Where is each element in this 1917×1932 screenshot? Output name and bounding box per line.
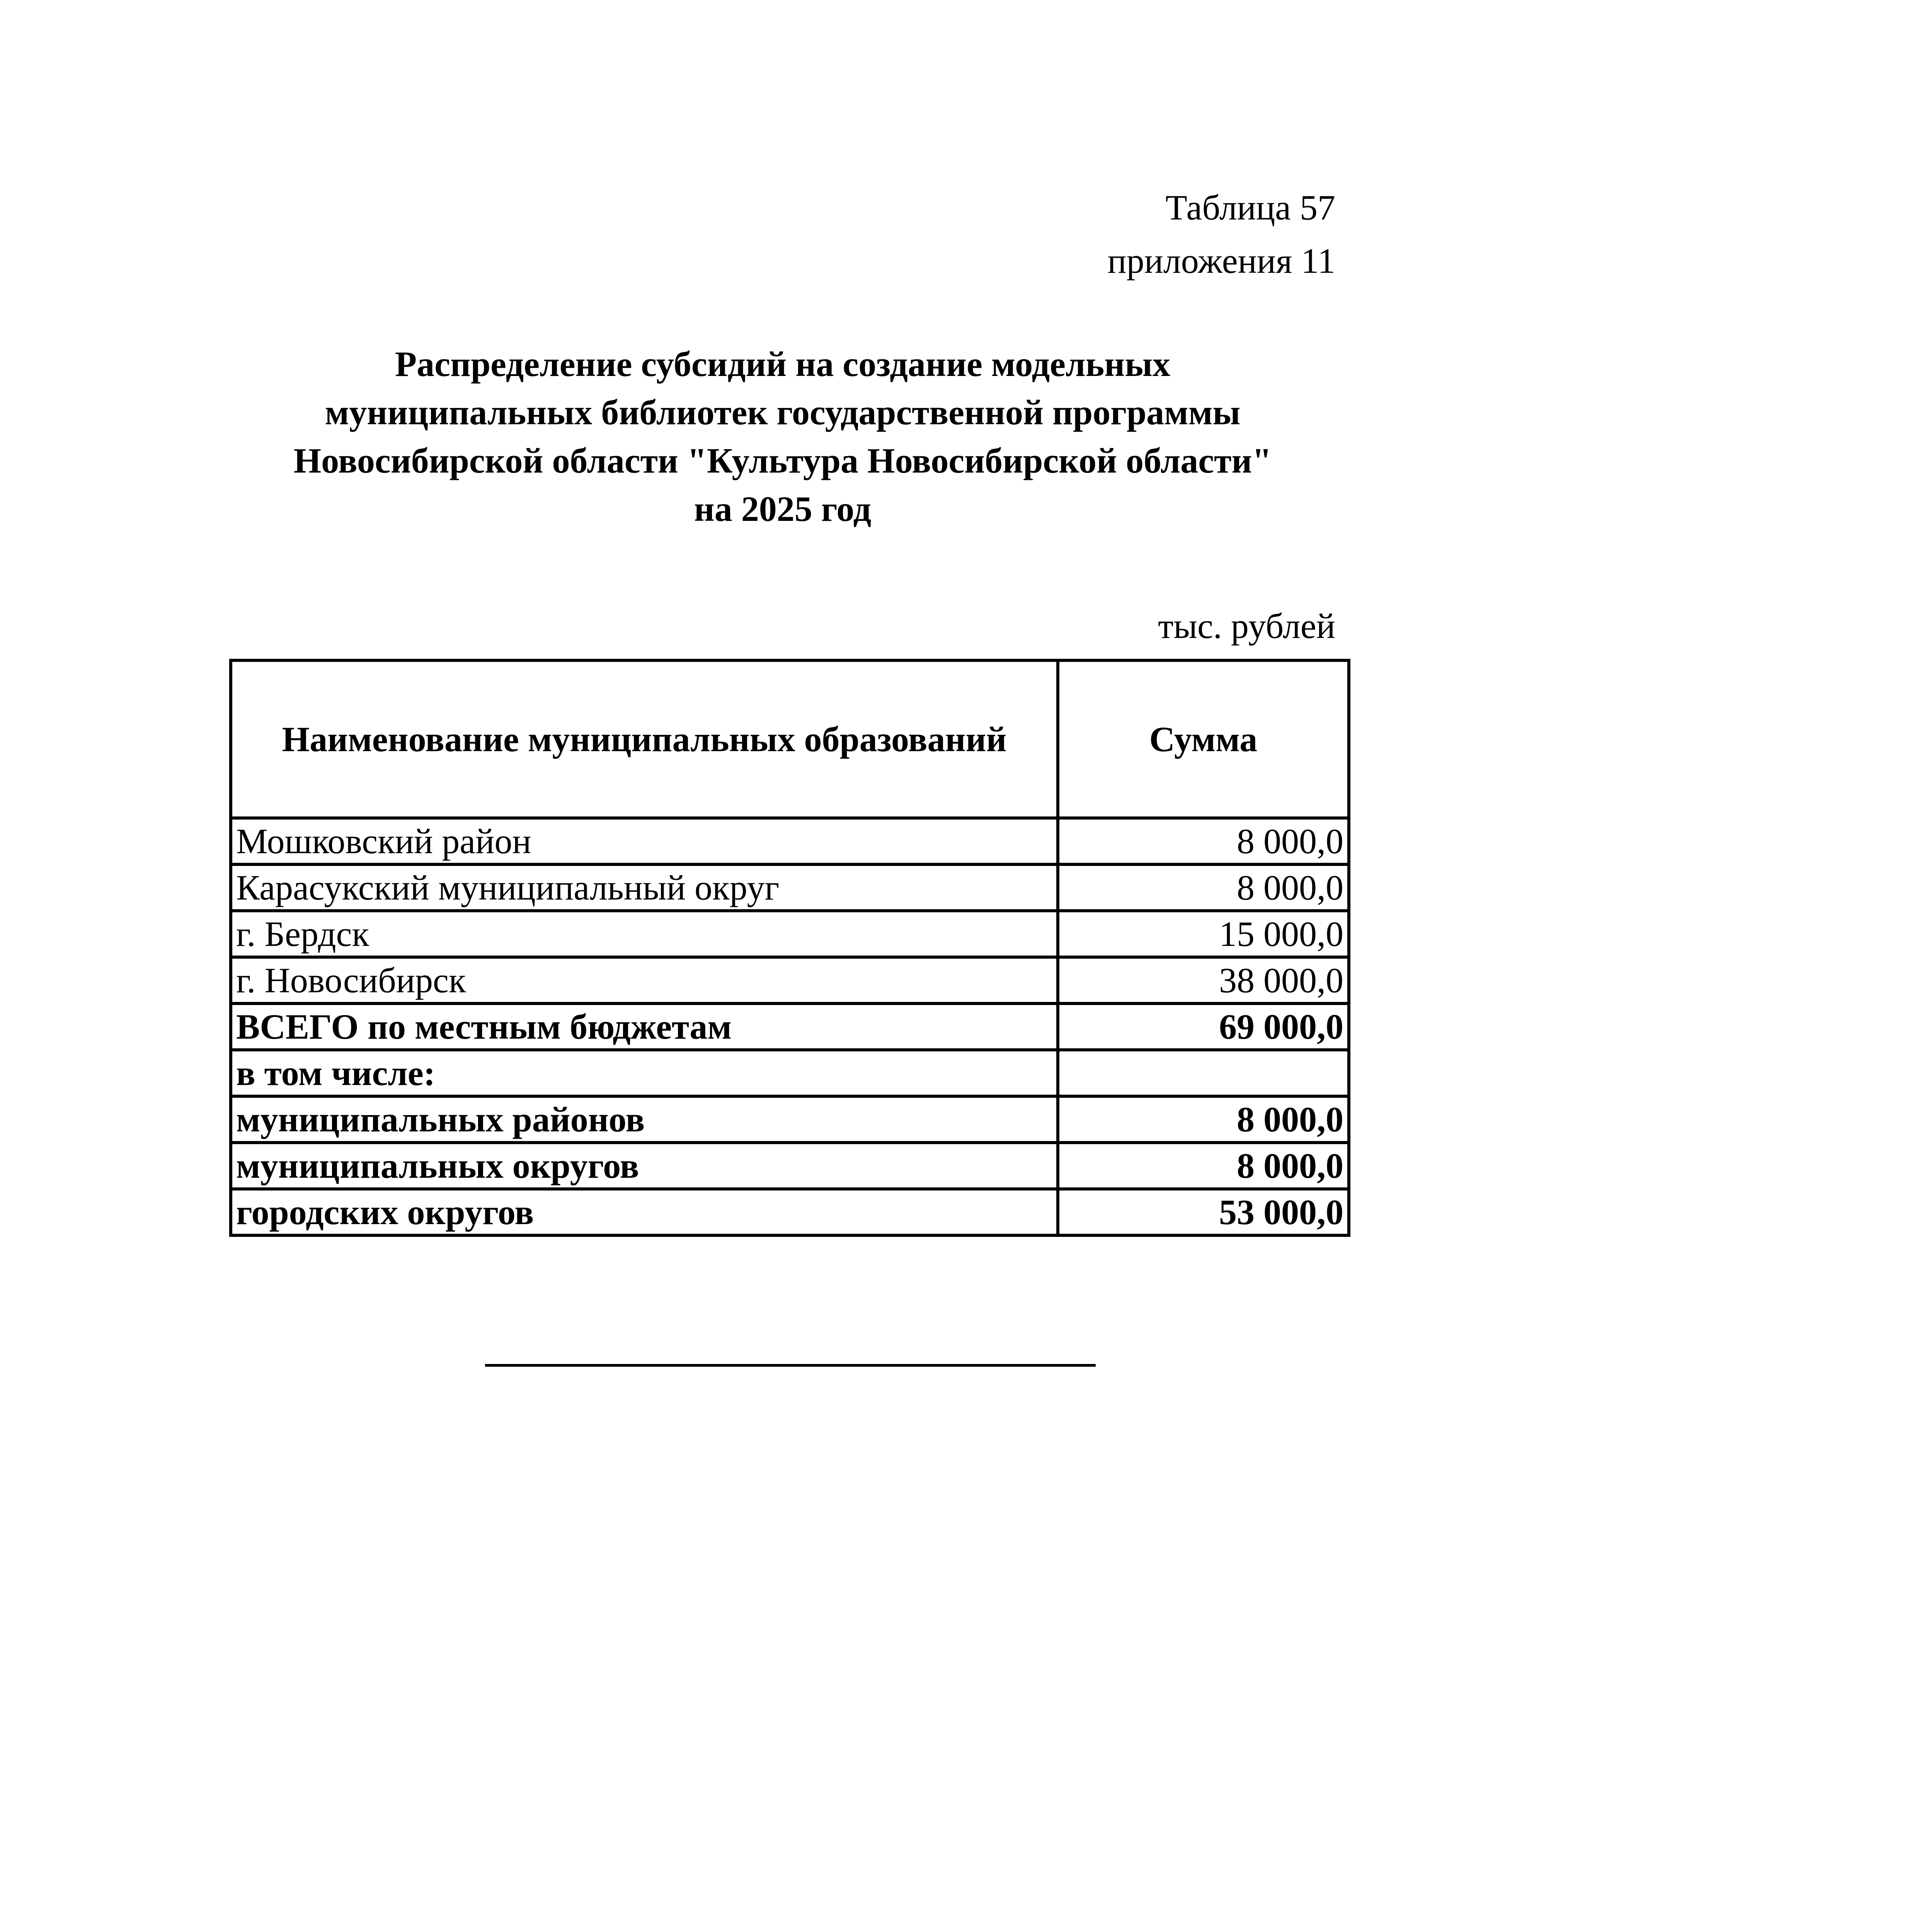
- table-row: [231, 957, 1349, 1003]
- row-name: муниципальных районов: [231, 1096, 1058, 1143]
- title-line-4: на 2025 год: [694, 489, 872, 529]
- row-sum: 8 000,0: [1058, 864, 1349, 911]
- table-header-row: [231, 660, 1349, 818]
- title-line-2: муниципальных библиотек государственной программы: [325, 393, 1241, 432]
- row-name: в том числе:: [231, 1050, 1058, 1096]
- subtotal-heading-row: [231, 1050, 1349, 1096]
- row-sum: 8 000,0: [1058, 818, 1349, 864]
- subtotal-row: [231, 1189, 1349, 1235]
- title-line-3: Новосибирской области "Культура Новосибирской области": [293, 441, 1272, 480]
- column-header-sum: Сумма: [1058, 660, 1349, 818]
- document-title: [216, 340, 1349, 533]
- units-label: тыс. рублей: [1158, 606, 1335, 646]
- subsidy-table: [229, 659, 1350, 1237]
- table-row: [231, 864, 1349, 911]
- table-row: [231, 818, 1349, 864]
- row-sum: 8 000,0: [1058, 1143, 1349, 1189]
- row-sum: 38 000,0: [1058, 957, 1349, 1003]
- row-name: городских округов: [231, 1189, 1058, 1235]
- row-name: ВСЕГО по местным бюджетам: [231, 1003, 1058, 1050]
- row-sum: [1058, 1050, 1349, 1096]
- column-header-name: Наименование муниципальных образований: [231, 660, 1058, 818]
- subtotal-row: [231, 1143, 1349, 1189]
- row-name: Карасукский муниципальный округ: [231, 864, 1058, 911]
- row-sum: 69 000,0: [1058, 1003, 1349, 1050]
- row-name: г. Новосибирск: [231, 957, 1058, 1003]
- subtotal-row: [231, 1096, 1349, 1143]
- table-number-label: Таблица 57: [1165, 188, 1335, 227]
- title-line-1: Распределение субсидий на создание модельных: [395, 344, 1171, 384]
- row-sum: 53 000,0: [1058, 1189, 1349, 1235]
- row-name: Мошковский район: [231, 818, 1058, 864]
- row-sum: 15 000,0: [1058, 911, 1349, 957]
- footer-divider: [485, 1364, 1096, 1367]
- row-name: г. Бердск: [231, 911, 1058, 957]
- appendix-label: приложения 11: [1107, 241, 1335, 281]
- total-row: [231, 1003, 1349, 1050]
- row-name: муниципальных округов: [231, 1143, 1058, 1189]
- row-sum: 8 000,0: [1058, 1096, 1349, 1143]
- table-row: [231, 911, 1349, 957]
